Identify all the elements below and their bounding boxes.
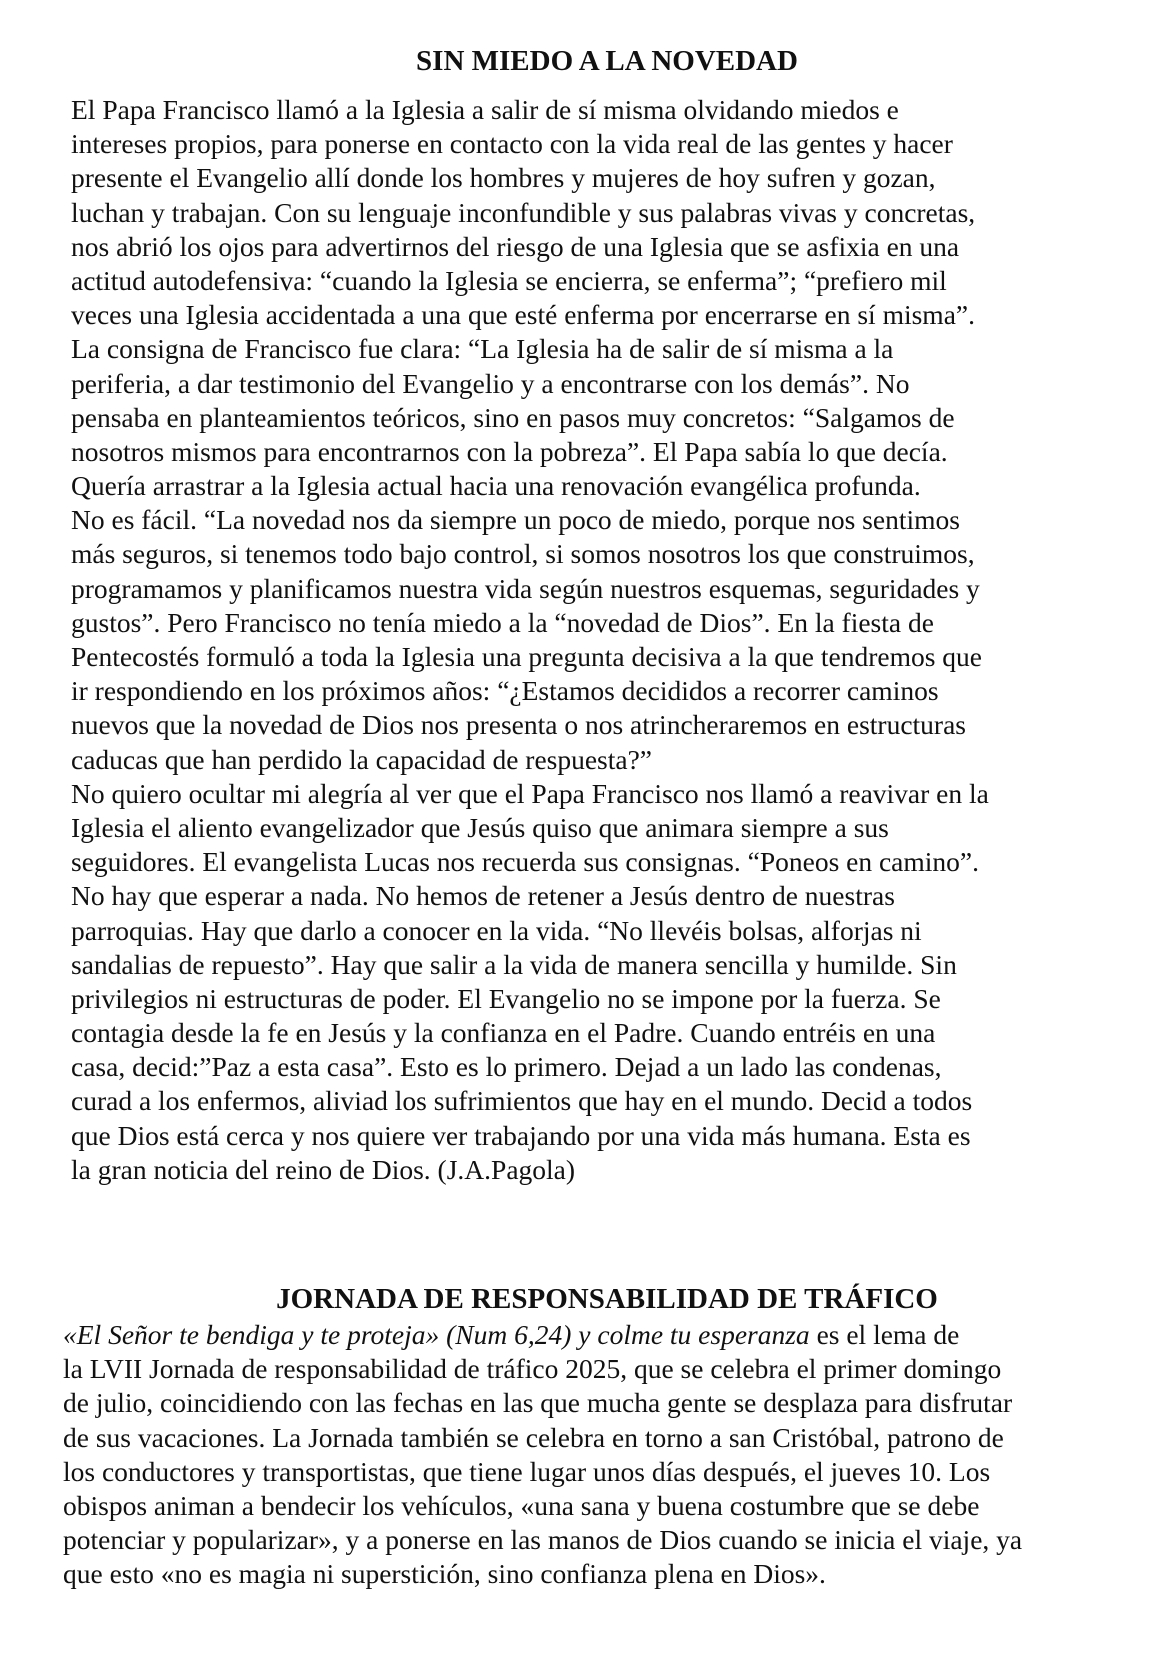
body-line: la LVII Jornada de responsabilidad de tráfico 2025, que se celebra el primer domingo [63,1353,1002,1385]
body-line: potenciar y popularizar», y a ponerse en las manos de Dios cuando se inicia el viaje, ya [63,1524,1023,1556]
body-line: actitud autodefensiva: “cuando la Iglesia se encierra, se enferma”; “prefiero mil [71,264,947,296]
body-line: de julio, coincidiendo con las fechas en las que mucha gente se desplaza para disfrutar [63,1387,1013,1419]
body-line: los conductores y transportistas, que tiene lugar unos días después, el jueves 10. Los [63,1455,991,1487]
body-line: Pentecostés formuló a toda la Iglesia una pregunta decisiva a la que tendremos que [71,641,983,672]
body-first-line [63,1318,1022,1352]
lema-suffix: es el lema de [809,1319,960,1350]
body-line: parroquias. Hay que darlo a conocer en la vida. “No llevéis bolsas, alforjas ni [71,914,922,946]
body-line: No hay que esperar a nada. No hemos de retener a Jesús dentro de nuestras [71,880,895,912]
body-line: No es fácil. “La novedad nos da siempre un poco de miedo, porque nos sentimos [71,504,960,536]
article-body-sin-miedo [71,93,989,1187]
body-line: casa, decid:”Paz a esta casa”. Esto es lo primero. Dejad a un lado las condenas, [71,1051,942,1083]
body-line: nos abrió los ojos para advertirnos del riesgo de una Iglesia que se asfixia en una [71,230,960,262]
body-line: ir respondiendo en los próximos años: “¿Estamos decididos a recorrer caminos [71,675,939,707]
body-line: intereses propios, para ponerse en contacto con la vida real de las gentes y hacer [71,128,953,160]
body-line: obispos animan a bendecir los vehículos, «una sana y buena costumbre que se debe [63,1489,980,1521]
body-line: contagia desde la fe en Jesús y la confianza en el Padre. Cuando entréis en una [71,1017,936,1049]
article-title-sin-miedo: SIN MIEDO A LA NOVEDAD [416,45,798,77]
body-line: más seguros, si tenemos todo bajo control, si somos nosotros los que construimos, [71,538,975,570]
body-line: que esto «no es magia ni superstición, sino confianza plena en Dios». [63,1558,826,1590]
body-line: la gran noticia del reino de Dios. (J.A.Pagola) [71,1153,576,1185]
body-line: periferia, a dar testimonio del Evangelio y a encontrarse con los demás”. No [71,367,910,399]
body-line: gustos”. Pero Francisco no tenía miedo a la “novedad de Dios”. En la fiesta de [71,606,934,638]
body-line: nosotros mismos para encontrarnos con la pobreza”. El Papa sabía lo que decía. [71,435,948,467]
article-title-jornada-trafico: JORNADA DE RESPONSABILIDAD DE TRÁFICO [276,1283,938,1315]
body-line: Iglesia el aliento evangelizador que Jesús quiso que animara siempre a sus [71,811,889,843]
body-line: El Papa Francisco llamó a la Iglesia a salir de sí misma olvidando miedos e [71,94,899,125]
body-line: sandalias de repuesto”. Hay que salir a la vida de manera sencilla y humilde. Sin [71,948,957,980]
body-line: No quiero ocultar mi alegría al ver que el Papa Francisco nos llamó a reavivar en la [71,777,989,809]
body-line: seguidores. El evangelista Lucas nos recuerda sus consignas. “Poneos en camino”. [71,846,979,878]
body-line: de sus vacaciones. La Jornada también se celebra en torno a san Cristóbal, patrono de [63,1421,1004,1453]
body-line: pensaba en planteamientos teóricos, sino en pasos muy concretos: “Salgamos de [71,401,955,433]
body-line: curad a los enfermos, aliviad los sufrimientos que hay en el mundo. Decid a todos [71,1085,973,1117]
body-line: privilegios ni estructuras de poder. El Evangelio no se impone por la fuerza. Se [71,982,941,1014]
article-body-jornada-trafico [63,1318,1022,1592]
body-line: presente el Evangelio allí donde los hombres y mujeres de hoy sufren y gozan, [71,162,936,194]
body-line: La consigna de Francisco fue clara: “La Iglesia ha de salir de sí misma a la [71,333,894,365]
body-line: programamos y planificamos nuestra vida según nuestros esquemas, seguridades y [71,572,980,604]
body-line: que Dios está cerca y nos quiere ver trabajando por una vida más humana. Esta es [71,1119,971,1151]
body-line: caducas que han perdido la capacidad de respuesta?” [71,743,653,775]
body-line: Quería arrastrar a la Iglesia actual hacia una renovación evangélica profunda. [71,470,921,502]
lema-quote: «El Señor te bendiga y te proteja» (Num 6,24) y colme tu esperanza [63,1319,810,1350]
body-line: luchan y trabajan. Con su lenguaje inconfundible y sus palabras vivas y concretas, [71,196,976,228]
body-line: nuevos que la novedad de Dios nos presenta o nos atrincheraremos en estructuras [71,709,966,741]
body-line: veces una Iglesia accidentada a una que esté enferma por encerrarse en sí misma”. [71,299,975,331]
